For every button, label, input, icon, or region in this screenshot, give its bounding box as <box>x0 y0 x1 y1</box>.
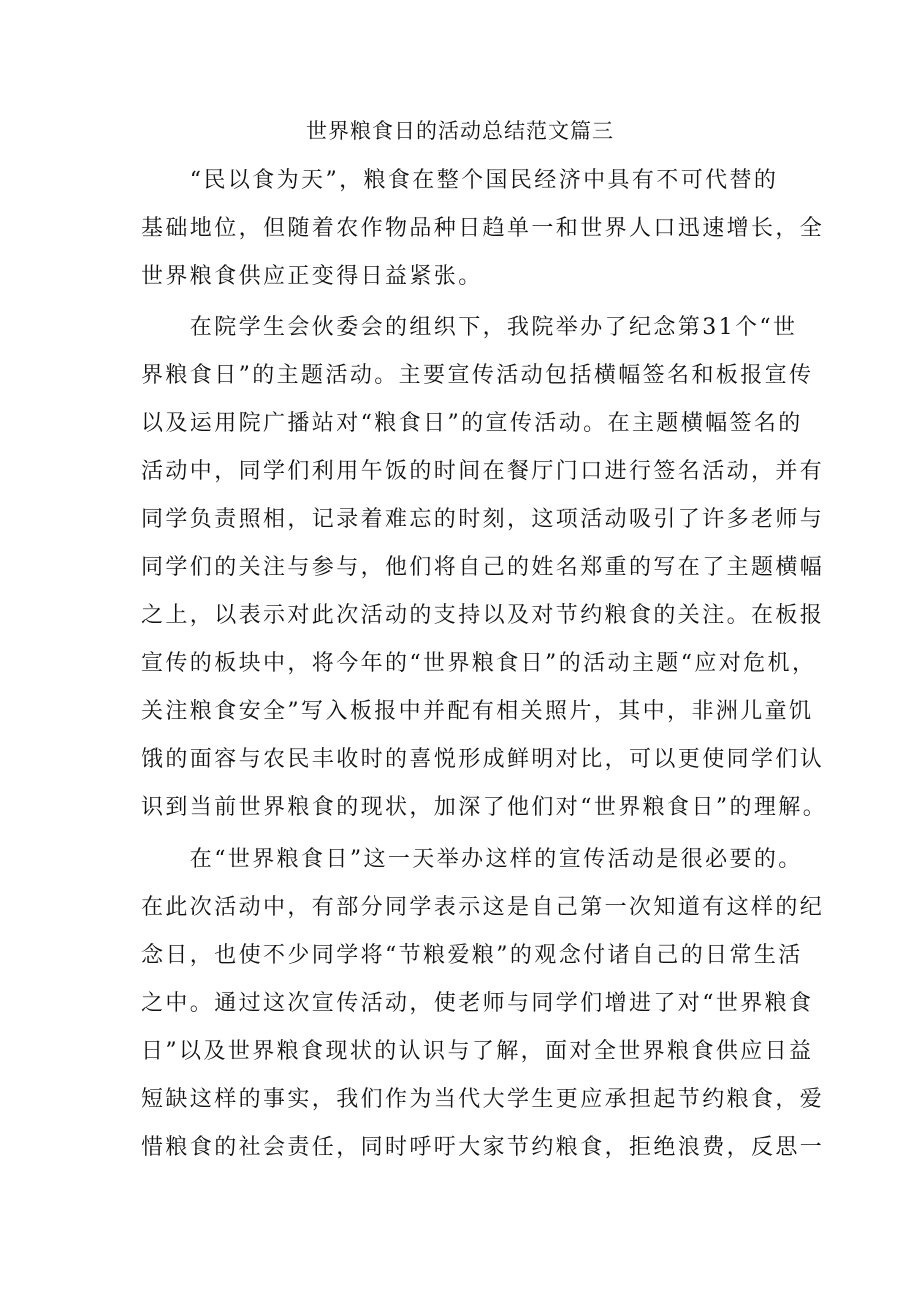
paragraph-1 <box>141 157 825 301</box>
text-line: 之上，以表示对此次活动的支持以及对节约粮食的关注。在板报 <box>141 603 825 628</box>
text-line: 识到当前世界粮食的现状，加深了他们对“世界粮食日”的理解。 <box>141 795 828 820</box>
text-line: 之中。通过这次宣传活动，使老师与同学们增进了对“世界粮食 <box>141 991 814 1016</box>
text-line: 宣传的板块中，将今年的“世界粮食日”的活动主题“应对危机， <box>141 651 817 676</box>
paragraph-2 <box>141 304 828 832</box>
text-line: 日”以及世界粮食现状的认识与了解，面对全世界粮食供应日益 <box>141 1039 814 1064</box>
text-line: 在此次活动中，有部分同学表示这是自己第一次知道有这样的纪 <box>141 895 825 920</box>
text-line: 饿的面容与农民丰收时的喜悦形成鲜明对比，可以更使同学们认 <box>141 747 825 772</box>
text-line: 念日，也使不少同学将“节粮爱粮”的观念付诸自己的日常生活 <box>141 943 803 968</box>
text-line: 同学们的关注与参与，他们将自己的姓名郑重的写在了主题横幅 <box>141 555 825 580</box>
text-line: 界粮食日”的主题活动。主要宣传活动包括横幅签名和板报宣传 <box>141 363 814 388</box>
text-line: 以及运用院广播站对“粮食日”的宣传活动。在主题横幅签名的 <box>141 411 803 436</box>
text-line: 基础地位，但随着农作物品种日趋单一和世界人口迅速增长，全 <box>141 216 825 241</box>
text-line: 在“世界粮食日”这一天举办这样的宣传活动是很必要的。 <box>141 847 803 872</box>
text-line: 短缺这样的事实，我们作为当代大学生更应承担起节约粮食，爱 <box>141 1087 825 1112</box>
document-title: 世界粮食日的活动总结范文篇三 <box>306 119 614 143</box>
text-line: 世界粮食供应正变得日益紧张。 <box>141 264 483 289</box>
text-line: 活动中，同学们利用午饭的时间在餐厅门口进行签名活动，并有 <box>141 459 825 484</box>
paragraph-3 <box>141 836 825 1172</box>
text-line: 在院学生会伙委会的组织下，我院举办了纪念第31个“世 <box>141 315 798 340</box>
text-line: “民以食为天”，粮食在整个国民经济中具有不可代替的 <box>141 168 779 193</box>
text-line: 关注粮食安全”写入板报中并配有相关照片，其中，非洲儿童饥 <box>141 699 814 724</box>
text-line: 惜粮食的社会责任，同时呼吁大家节约粮食，拒绝浪费，反思一 <box>141 1135 825 1160</box>
text-line: 同学负责照相，记录着难忘的时刻，这项活动吸引了许多老师与 <box>141 507 825 532</box>
